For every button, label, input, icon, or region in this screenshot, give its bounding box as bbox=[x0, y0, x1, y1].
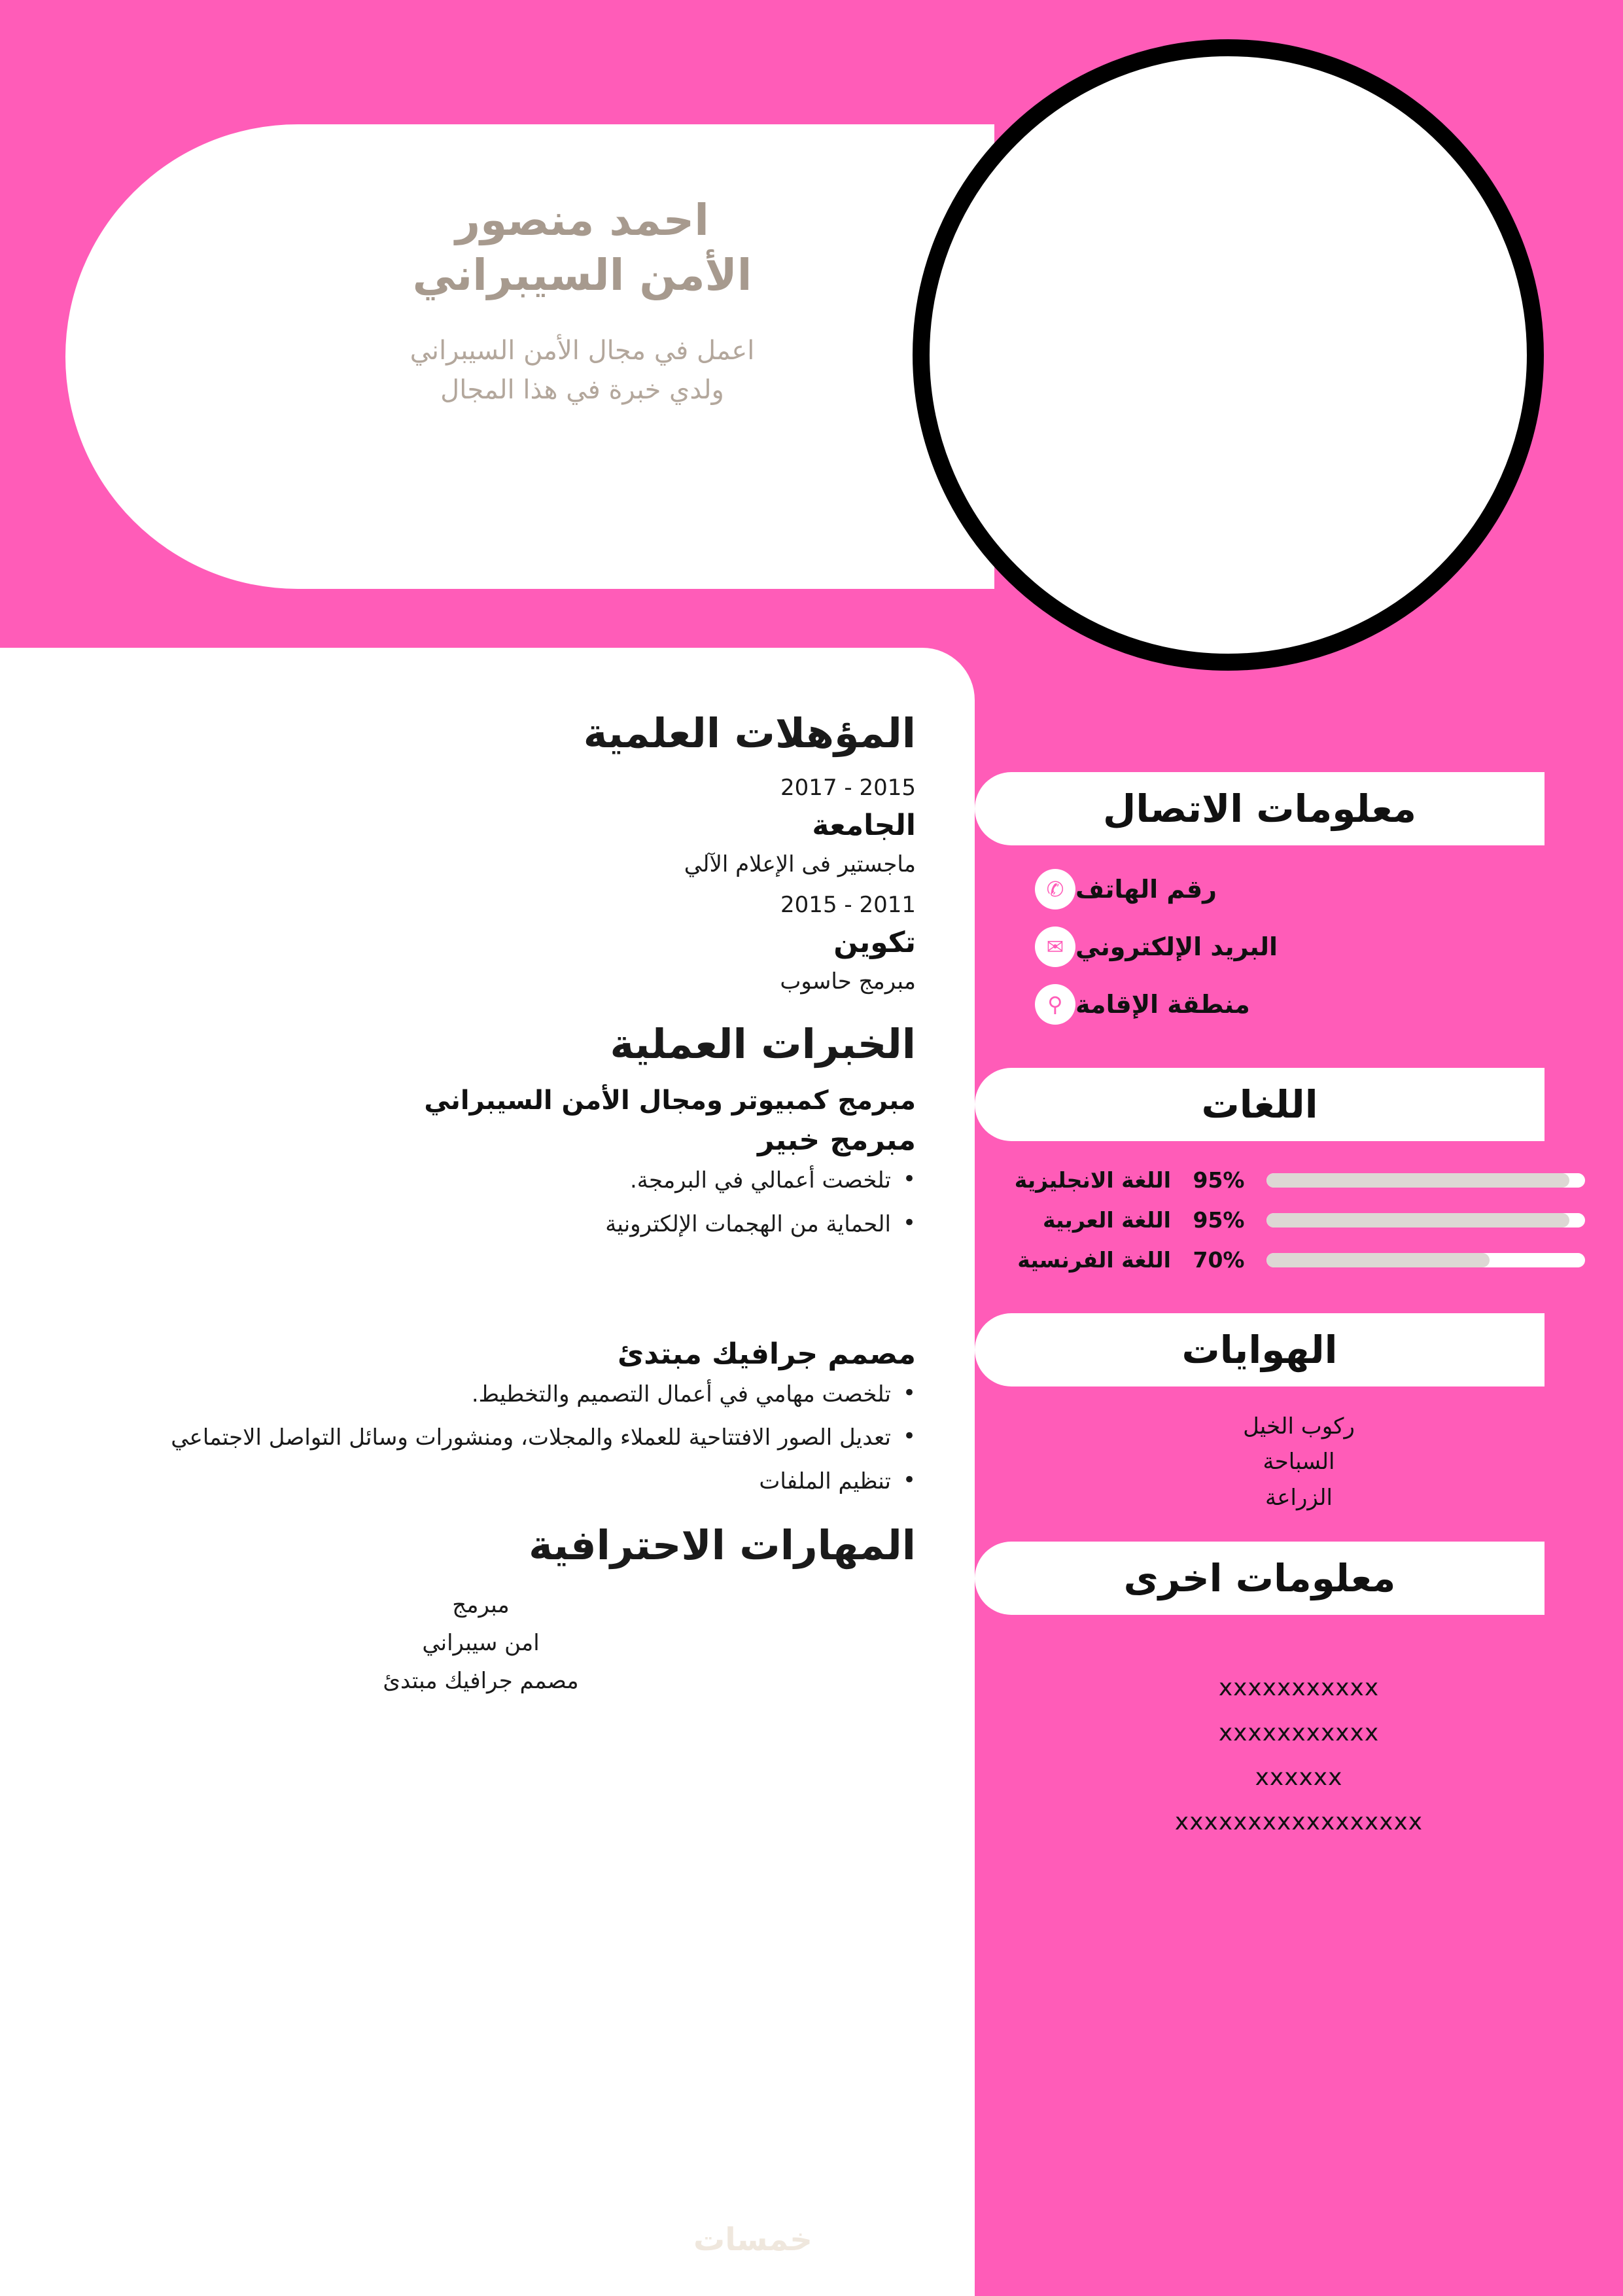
section-title-contact: معلومات الاتصال bbox=[1103, 786, 1416, 831]
location-pin-icon: ⚲ bbox=[1035, 984, 1075, 1025]
language-percent-arabic: 95% bbox=[1193, 1207, 1245, 1233]
language-row-french bbox=[1007, 1247, 1585, 1273]
spacer bbox=[1001, 1287, 1597, 1313]
spacer bbox=[46, 1251, 916, 1330]
languages-list bbox=[1001, 1167, 1597, 1273]
progress-fill bbox=[1266, 1173, 1569, 1188]
profile-photo-placeholder bbox=[913, 39, 1544, 671]
list-item: • تلخصت مهامي في أعمال التصميم والتخطيط. bbox=[46, 1377, 916, 1412]
contact-list bbox=[1001, 869, 1597, 1025]
contact-label-phone: رقم الهاتف bbox=[1075, 875, 1217, 904]
progress-fill bbox=[1266, 1213, 1569, 1227]
list-item: امن سيبراني bbox=[422, 1630, 540, 1656]
list-item: xxxxxxxxxxx bbox=[1218, 1674, 1380, 1702]
language-progress-french bbox=[1266, 1253, 1585, 1267]
education-item-1-dates: 2015 - 2017 bbox=[780, 775, 916, 802]
experience-item-1-subtitle: مبرمج خبير bbox=[758, 1123, 916, 1157]
candidate-name-line1: احمد منصور bbox=[455, 195, 709, 245]
language-row-english bbox=[1007, 1167, 1585, 1193]
list-item: xxxxxxxxxxx bbox=[1218, 1719, 1380, 1746]
list-item: xxxxxx bbox=[1255, 1763, 1343, 1791]
main-content-column bbox=[0, 648, 975, 2296]
other-info-list bbox=[1001, 1666, 1597, 1845]
education-item-2-dates: 2011 - 2015 bbox=[780, 891, 916, 918]
language-percent-english: 95% bbox=[1193, 1167, 1245, 1193]
section-header-contact bbox=[975, 772, 1544, 845]
language-name-english: اللغة الانجليزية bbox=[1014, 1167, 1171, 1193]
section-title-education: المؤهلات العلمية bbox=[583, 709, 916, 757]
list-item: ركوب الخيل bbox=[1243, 1413, 1355, 1439]
language-progress-english bbox=[1266, 1173, 1585, 1188]
language-name-french: اللغة الفرنسية bbox=[1017, 1247, 1171, 1273]
experience-item-1-bullets bbox=[46, 1163, 916, 1241]
header-text-block bbox=[170, 124, 994, 410]
list-item: • تعديل الصور الافتتاحية للعملاء والمجلات، ومنشورات وسائل التواصل الاجتماعي bbox=[46, 1421, 916, 1455]
candidate-headline bbox=[170, 331, 994, 410]
education-item-2-institution: تكوين bbox=[833, 925, 916, 959]
contact-row-location bbox=[1021, 984, 1597, 1025]
education-item-2-detail: مبرمج حاسوب bbox=[780, 968, 916, 995]
experience-item-2-title: مصمم جرافيك مبتدئ bbox=[617, 1337, 916, 1371]
sidebar-column bbox=[975, 648, 1623, 2296]
list-item: xxxxxxxxxxxxxxxxx bbox=[1174, 1809, 1423, 1836]
list-item: • تنظيم الملفات bbox=[46, 1464, 916, 1499]
section-title-hobbies: الهوايات bbox=[1181, 1328, 1338, 1372]
list-item: • الحماية من الهجمات الإلكترونية bbox=[46, 1207, 916, 1242]
phone-icon: ✆ bbox=[1035, 869, 1075, 910]
progress-fill bbox=[1266, 1253, 1490, 1267]
watermark-text: خمسات bbox=[693, 2221, 812, 2258]
contact-label-location: منطقة الإقامة bbox=[1075, 990, 1250, 1019]
candidate-name bbox=[170, 193, 994, 304]
header-card bbox=[65, 124, 994, 589]
spacer bbox=[1001, 1515, 1597, 1542]
spacer bbox=[1001, 1042, 1597, 1068]
list-item: مبرمج bbox=[452, 1592, 510, 1619]
envelope-icon: ✉ bbox=[1035, 927, 1075, 967]
section-title-skills: المهارات الاحترافية bbox=[529, 1521, 916, 1569]
hobbies-list bbox=[1001, 1409, 1597, 1515]
language-progress-arabic bbox=[1266, 1213, 1585, 1227]
education-item-1-detail: ماجستير فى الإعلام الآلي bbox=[684, 851, 916, 878]
section-title-languages: اللغات bbox=[1201, 1082, 1318, 1127]
list-item: السباحة bbox=[1263, 1449, 1335, 1475]
education-item-1-institution: الجامعة bbox=[812, 809, 916, 843]
list-item: مصمم جرافيك مبتدئ bbox=[383, 1667, 579, 1694]
contact-row-email bbox=[1021, 927, 1597, 967]
section-header-languages bbox=[975, 1068, 1544, 1141]
skills-list bbox=[46, 1587, 916, 1700]
experience-item-1-title: مبرمج كمبيوتر ومجال الأمن السيبراني bbox=[424, 1086, 916, 1116]
headline-line1: اعمل في مجال الأمن السيبراني bbox=[410, 335, 755, 366]
section-title-experience: الخبرات العملية bbox=[610, 1019, 916, 1068]
list-item: • تلخصت أعمالي في البرمجة. bbox=[46, 1163, 916, 1198]
candidate-name-line2: الأمن السيبراني bbox=[412, 250, 752, 301]
experience-item-2-bullets bbox=[46, 1377, 916, 1499]
section-title-other: معلومات اخرى bbox=[1123, 1556, 1396, 1601]
contact-label-email: البريد الإلكتروني bbox=[1075, 932, 1278, 961]
headline-line2: ولدي خبرة في هذا المجال bbox=[440, 374, 724, 405]
list-item: الزراعة bbox=[1265, 1484, 1333, 1511]
language-name-arabic: اللغة العربية bbox=[1042, 1207, 1171, 1233]
contact-row-phone bbox=[1021, 869, 1597, 910]
section-header-hobbies bbox=[975, 1313, 1544, 1386]
language-row-arabic bbox=[1007, 1207, 1585, 1233]
section-header-other bbox=[975, 1542, 1544, 1615]
language-percent-french: 70% bbox=[1193, 1247, 1245, 1273]
